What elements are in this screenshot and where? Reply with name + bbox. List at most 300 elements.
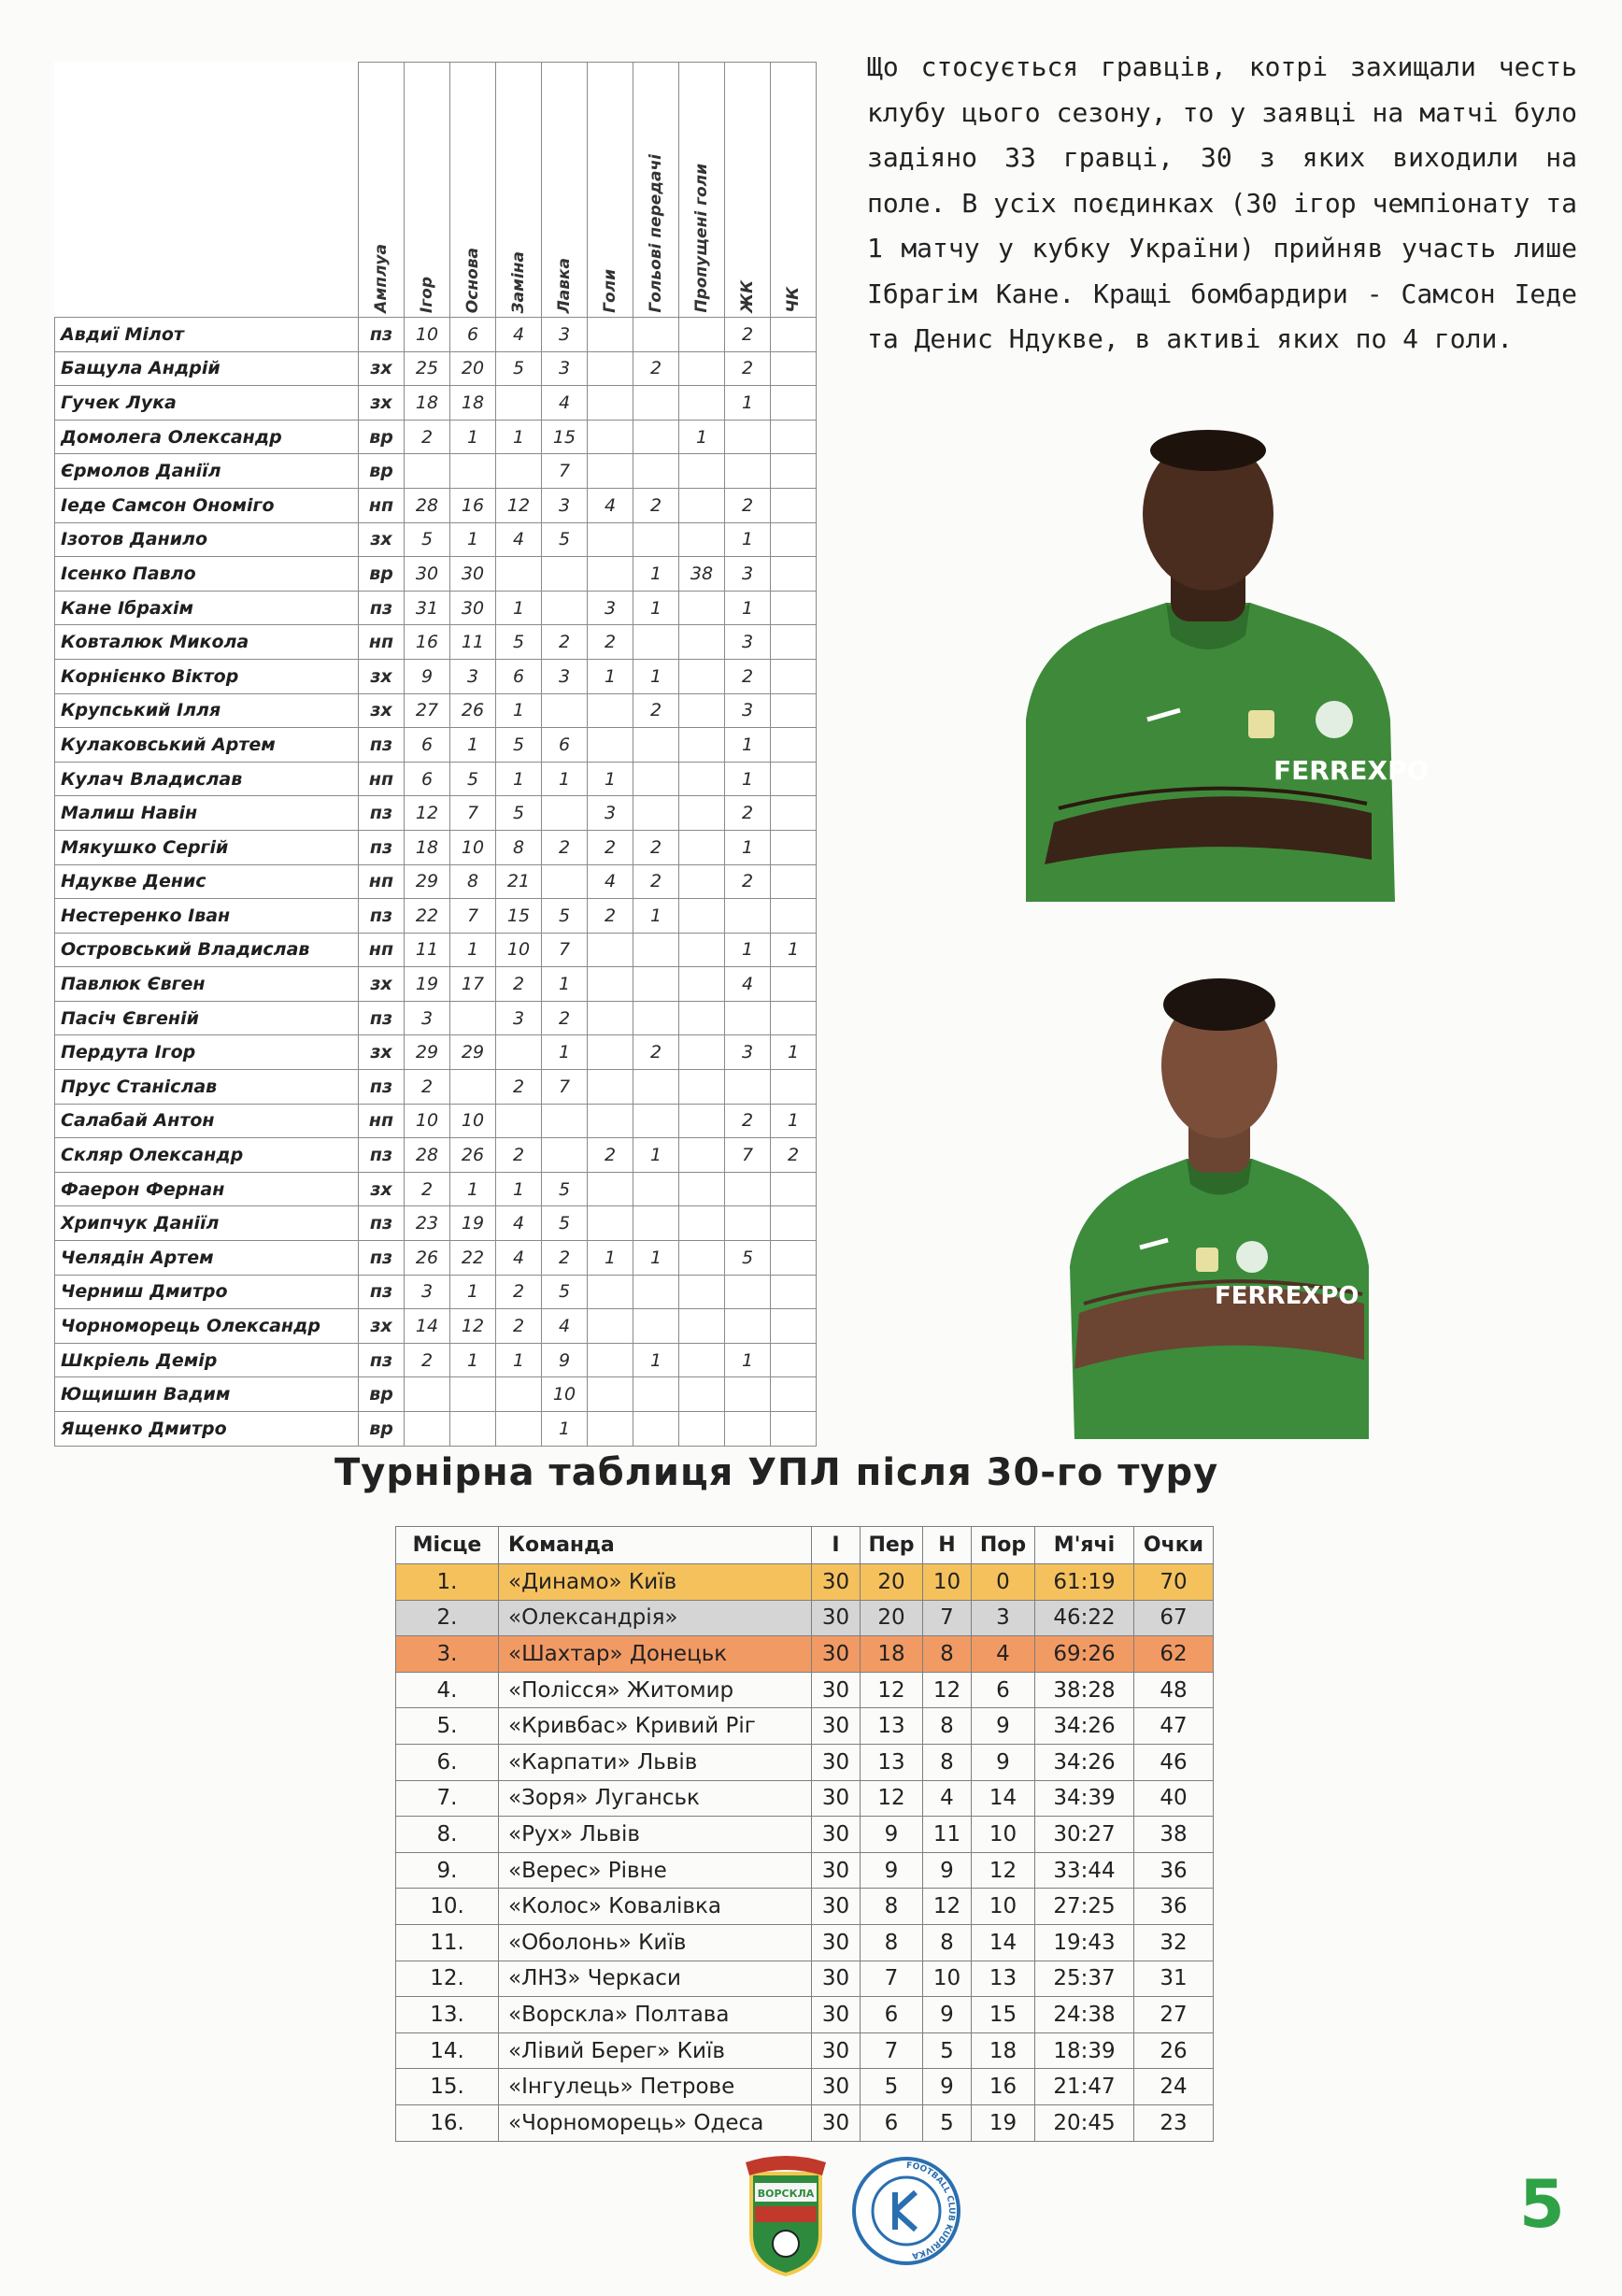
standings-cell: 12 bbox=[923, 1672, 972, 1708]
stat-cell bbox=[679, 762, 725, 796]
stat-cell bbox=[771, 386, 817, 421]
stat-cell bbox=[496, 557, 542, 592]
standings-cell: 13. bbox=[396, 1997, 499, 2033]
col-label: ЧК bbox=[784, 287, 803, 313]
stat-cell bbox=[679, 864, 725, 899]
stats-corner-cell bbox=[55, 63, 359, 318]
player-role: пз bbox=[359, 1070, 405, 1105]
stat-cell bbox=[588, 1206, 633, 1241]
stat-cell bbox=[679, 1377, 725, 1412]
player-role: зх bbox=[359, 1035, 405, 1070]
stat-cell: 7 bbox=[450, 796, 496, 831]
stat-cell bbox=[542, 864, 588, 899]
player-photo-1 bbox=[1017, 439, 1430, 902]
stat-cell: 2 bbox=[771, 1138, 817, 1173]
standings-cell: 27 bbox=[1134, 1997, 1214, 2033]
player-name: Іеде Самсон Ономіго bbox=[55, 488, 359, 522]
stat-cell: 2 bbox=[588, 899, 633, 934]
player-role: нп bbox=[359, 933, 405, 967]
standings-cell: 1. bbox=[396, 1564, 499, 1601]
stat-cell: 4 bbox=[542, 386, 588, 421]
standings-row bbox=[396, 1636, 1214, 1673]
standings-cell: 20 bbox=[861, 1600, 923, 1636]
player-role: пз bbox=[359, 1241, 405, 1276]
stat-cell bbox=[679, 1138, 725, 1173]
player-role: пз bbox=[359, 1343, 405, 1377]
player-photo-2 bbox=[1065, 986, 1373, 1439]
standings-cell: 30 bbox=[812, 1817, 861, 1853]
player-name: Хрипчук Даніїл bbox=[55, 1206, 359, 1241]
stat-cell: 16 bbox=[450, 488, 496, 522]
player-role: вр bbox=[359, 420, 405, 454]
player-name: Єрмолов Даніїл bbox=[55, 454, 359, 489]
player-name: Корнієнко Віктор bbox=[55, 659, 359, 693]
stat-cell: 1 bbox=[542, 1035, 588, 1070]
stat-cell bbox=[633, 625, 679, 660]
stat-cell: 15 bbox=[496, 899, 542, 934]
stat-cell bbox=[588, 351, 633, 386]
standings-cell: 8 bbox=[861, 1889, 923, 1925]
stat-cell bbox=[588, 557, 633, 592]
stat-cell: 1 bbox=[496, 693, 542, 728]
standings-cell: 10 bbox=[972, 1817, 1035, 1853]
standings-header-row bbox=[396, 1527, 1214, 1564]
team-name: «Полісся» Житомир bbox=[499, 1672, 812, 1708]
player-name: Бащула Андрій bbox=[55, 351, 359, 386]
stat-cell: 4 bbox=[496, 1241, 542, 1276]
stat-cell: 22 bbox=[450, 1241, 496, 1276]
stat-cell: 26 bbox=[405, 1241, 450, 1276]
stat-cell: 1 bbox=[725, 830, 771, 864]
standings-cell: 11 bbox=[923, 1817, 972, 1853]
stat-cell: 16 bbox=[405, 625, 450, 660]
stat-cell bbox=[588, 1172, 633, 1206]
stat-cell: 19 bbox=[405, 967, 450, 1002]
stat-cell: 1 bbox=[633, 1241, 679, 1276]
player-role: нп bbox=[359, 864, 405, 899]
stat-cell: 1 bbox=[633, 591, 679, 625]
stat-cell bbox=[725, 1206, 771, 1241]
stat-cell: 10 bbox=[542, 1377, 588, 1412]
player-row bbox=[55, 830, 817, 864]
stat-cell bbox=[771, 1172, 817, 1206]
player-role: зх bbox=[359, 1309, 405, 1344]
stat-cell: 12 bbox=[450, 1309, 496, 1344]
stat-cell: 2 bbox=[496, 1138, 542, 1173]
stat-cell: 1 bbox=[725, 522, 771, 557]
stat-cell bbox=[679, 796, 725, 831]
stat-cell bbox=[405, 1377, 450, 1412]
standings-cell: 26 bbox=[1134, 2032, 1214, 2069]
player-role: зх bbox=[359, 351, 405, 386]
standings-cell: 27:25 bbox=[1035, 1889, 1134, 1925]
standings-row bbox=[396, 1924, 1214, 1961]
stat-cell bbox=[633, 1001, 679, 1035]
stat-cell bbox=[679, 488, 725, 522]
player-row bbox=[55, 1275, 817, 1309]
stat-cell: 1 bbox=[588, 659, 633, 693]
standings-cell: 8. bbox=[396, 1817, 499, 1853]
stat-cell: 10 bbox=[450, 830, 496, 864]
standings-cell: 9 bbox=[972, 1708, 1035, 1745]
standings-cell: 33:44 bbox=[1035, 1852, 1134, 1889]
stat-cell: 1 bbox=[679, 420, 725, 454]
stat-cell: 1 bbox=[588, 762, 633, 796]
stat-cell bbox=[633, 1309, 679, 1344]
standings-cell: 30 bbox=[812, 1564, 861, 1601]
standings-cell: 12 bbox=[923, 1889, 972, 1925]
stat-cell bbox=[633, 522, 679, 557]
standings-body bbox=[396, 1564, 1214, 2142]
col-label: ЖК bbox=[738, 280, 757, 313]
standings-cell: 9 bbox=[923, 1997, 972, 2033]
stat-cell: 12 bbox=[405, 796, 450, 831]
season-summary-paragraph: Що стосується гравців, котрі захищали честь клубу цього сезону, то у заявці на матчі було задіяно 33 гравці, 30 з яких виходили на поле. В усіх поєдинках (30 ігор чемпіонату та 1 матчу у кубку України) прийняв участь лише Ібрагім Кане. Кращі бомбардири - Самсон Іеде та Денис Ндукве, в активі яких по 4 голи. bbox=[867, 51, 1577, 354]
stat-cell bbox=[725, 1309, 771, 1344]
stat-cell bbox=[588, 967, 633, 1002]
stat-cell: 29 bbox=[450, 1035, 496, 1070]
stat-cell: 10 bbox=[450, 1104, 496, 1138]
player-name: Черниш Дмитро bbox=[55, 1275, 359, 1309]
standings-cell: 46 bbox=[1134, 1744, 1214, 1780]
stat-cell bbox=[588, 933, 633, 967]
standings-cell: 9. bbox=[396, 1852, 499, 1889]
stat-cell bbox=[771, 1241, 817, 1276]
col-header-bench bbox=[542, 63, 588, 318]
standings-cell: 30:27 bbox=[1035, 1817, 1134, 1853]
standings-row bbox=[396, 1817, 1214, 1853]
stat-cell: 2 bbox=[633, 488, 679, 522]
player-name: Авдиї Мілот bbox=[55, 318, 359, 352]
stat-cell: 2 bbox=[542, 830, 588, 864]
col-label: Ігор bbox=[418, 276, 436, 313]
player-row bbox=[55, 318, 817, 352]
player-row bbox=[55, 1001, 817, 1035]
stat-cell: 9 bbox=[542, 1343, 588, 1377]
standings-cell: 0 bbox=[972, 1564, 1035, 1601]
stat-cell bbox=[679, 1104, 725, 1138]
stat-cell bbox=[450, 1377, 496, 1412]
stat-cell bbox=[633, 318, 679, 352]
stat-cell bbox=[633, 1172, 679, 1206]
standings-cell: 7 bbox=[923, 1600, 972, 1636]
stat-cell: 3 bbox=[542, 488, 588, 522]
player-name: Ющишин Вадим bbox=[55, 1377, 359, 1412]
stat-cell: 28 bbox=[405, 488, 450, 522]
stat-cell: 2 bbox=[496, 967, 542, 1002]
col-header-team: Команда bbox=[499, 1527, 812, 1564]
col-header-draws: Н bbox=[923, 1527, 972, 1564]
stat-cell bbox=[679, 830, 725, 864]
col-header-losses: Пор bbox=[972, 1527, 1035, 1564]
standings-cell: 7 bbox=[861, 1961, 923, 1997]
stat-cell: 5 bbox=[496, 796, 542, 831]
stat-cell: 23 bbox=[405, 1206, 450, 1241]
standings-cell: 38:28 bbox=[1035, 1672, 1134, 1708]
stat-cell: 1 bbox=[450, 1275, 496, 1309]
stat-cell: 3 bbox=[725, 1035, 771, 1070]
standings-cell: 16. bbox=[396, 2104, 499, 2141]
team-name: «Рух» Львів bbox=[499, 1817, 812, 1853]
stat-cell: 2 bbox=[405, 420, 450, 454]
stat-cell: 1 bbox=[725, 762, 771, 796]
stat-cell bbox=[405, 454, 450, 489]
stat-cell: 2 bbox=[725, 351, 771, 386]
stat-cell: 2 bbox=[633, 693, 679, 728]
stat-cell: 5 bbox=[405, 522, 450, 557]
stat-cell: 1 bbox=[633, 557, 679, 592]
stat-cell bbox=[771, 318, 817, 352]
player-row bbox=[55, 591, 817, 625]
stat-cell: 1 bbox=[450, 1172, 496, 1206]
standings-cell: 9 bbox=[861, 1817, 923, 1853]
player-name: Ященко Дмитро bbox=[55, 1412, 359, 1447]
stat-cell: 1 bbox=[496, 1172, 542, 1206]
player-name: Островський Владислав bbox=[55, 933, 359, 967]
player-row bbox=[55, 454, 817, 489]
standings-cell: 10 bbox=[923, 1961, 972, 1997]
standings-cell: 15. bbox=[396, 2069, 499, 2105]
player-row bbox=[55, 1138, 817, 1173]
standings-cell: 67 bbox=[1134, 1600, 1214, 1636]
standings-cell: 70 bbox=[1134, 1564, 1214, 1601]
standings-cell: 15 bbox=[972, 1997, 1035, 2033]
stat-cell: 31 bbox=[405, 591, 450, 625]
stat-cell bbox=[633, 728, 679, 763]
standings-cell: 10 bbox=[923, 1564, 972, 1601]
standings-cell: 10 bbox=[972, 1889, 1035, 1925]
stat-cell: 28 bbox=[405, 1138, 450, 1173]
stat-cell bbox=[679, 1035, 725, 1070]
player-row bbox=[55, 351, 817, 386]
stat-cell: 5 bbox=[496, 728, 542, 763]
stat-cell bbox=[633, 1275, 679, 1309]
stat-cell: 5 bbox=[542, 1275, 588, 1309]
sponsor-text-1: FERREXPO bbox=[1273, 755, 1430, 786]
stat-cell: 12 bbox=[496, 488, 542, 522]
standings-cell: 16 bbox=[972, 2069, 1035, 2105]
player-role: вр bbox=[359, 1377, 405, 1412]
stat-cell bbox=[679, 967, 725, 1002]
stat-cell: 1 bbox=[725, 728, 771, 763]
stat-cell: 3 bbox=[588, 591, 633, 625]
stat-cell: 2 bbox=[588, 830, 633, 864]
col-label: Заміна bbox=[509, 250, 528, 313]
player-role: нп bbox=[359, 1104, 405, 1138]
player-role: зх bbox=[359, 967, 405, 1002]
player-row bbox=[55, 522, 817, 557]
stat-cell: 30 bbox=[450, 557, 496, 592]
stat-cell bbox=[542, 796, 588, 831]
stat-cell: 29 bbox=[405, 864, 450, 899]
standings-cell: 12 bbox=[861, 1672, 923, 1708]
standings-cell: 30 bbox=[812, 2032, 861, 2069]
standings-cell: 30 bbox=[812, 1780, 861, 1817]
stat-cell: 21 bbox=[496, 864, 542, 899]
stat-cell bbox=[679, 1309, 725, 1344]
stat-cell: 15 bbox=[542, 420, 588, 454]
standings-row bbox=[396, 2032, 1214, 2069]
stat-cell bbox=[633, 420, 679, 454]
player-role: пз bbox=[359, 899, 405, 934]
stat-cell bbox=[725, 1070, 771, 1105]
stat-cell: 4 bbox=[542, 1309, 588, 1344]
standings-cell: 8 bbox=[923, 1744, 972, 1780]
vorskla-logo-text: ВОРСКЛА bbox=[757, 2188, 815, 2200]
kudrivka-logo bbox=[850, 2155, 962, 2267]
standings-cell: 30 bbox=[812, 1744, 861, 1780]
stat-cell: 7 bbox=[725, 1138, 771, 1173]
stat-cell: 5 bbox=[496, 351, 542, 386]
stat-cell bbox=[679, 351, 725, 386]
standings-cell: 34:26 bbox=[1035, 1744, 1134, 1780]
stat-cell bbox=[725, 1172, 771, 1206]
stat-cell: 2 bbox=[725, 1104, 771, 1138]
stat-cell: 2 bbox=[496, 1275, 542, 1309]
standings-cell: 12 bbox=[861, 1780, 923, 1817]
stat-cell: 6 bbox=[405, 728, 450, 763]
stat-cell: 18 bbox=[405, 386, 450, 421]
player-row bbox=[55, 420, 817, 454]
stat-cell bbox=[771, 967, 817, 1002]
stat-cell bbox=[771, 762, 817, 796]
stat-cell bbox=[633, 454, 679, 489]
stat-cell: 1 bbox=[450, 728, 496, 763]
stat-cell: 8 bbox=[496, 830, 542, 864]
stat-cell: 1 bbox=[725, 591, 771, 625]
standings-cell: 14 bbox=[972, 1924, 1035, 1961]
stat-cell: 11 bbox=[450, 625, 496, 660]
col-header-assists bbox=[633, 63, 679, 318]
standings-row bbox=[396, 1600, 1214, 1636]
player-name: Домолега Олександр bbox=[55, 420, 359, 454]
stat-cell: 7 bbox=[542, 1070, 588, 1105]
stat-cell bbox=[588, 454, 633, 489]
stat-cell: 19 bbox=[450, 1206, 496, 1241]
stat-cell: 5 bbox=[542, 899, 588, 934]
standings-cell: 7 bbox=[861, 2032, 923, 2069]
stat-cell bbox=[542, 591, 588, 625]
stat-cell bbox=[679, 591, 725, 625]
stat-cell bbox=[633, 1377, 679, 1412]
standings-cell: 69:26 bbox=[1035, 1636, 1134, 1673]
player-name: Ковталюк Микола bbox=[55, 625, 359, 660]
standings-table bbox=[395, 1526, 1214, 2142]
stat-cell bbox=[771, 522, 817, 557]
stat-cell bbox=[725, 1412, 771, 1447]
player-name: Мякушко Сергій bbox=[55, 830, 359, 864]
player-row bbox=[55, 1377, 817, 1412]
standings-cell: 2. bbox=[396, 1600, 499, 1636]
standings-cell: 36 bbox=[1134, 1889, 1214, 1925]
stat-cell: 26 bbox=[450, 693, 496, 728]
stat-cell bbox=[771, 351, 817, 386]
stat-cell: 10 bbox=[405, 1104, 450, 1138]
standings-cell: 4 bbox=[972, 1636, 1035, 1673]
stat-cell: 2 bbox=[405, 1070, 450, 1105]
stat-cell: 26 bbox=[450, 1138, 496, 1173]
stat-cell: 3 bbox=[450, 659, 496, 693]
stat-cell: 4 bbox=[496, 1206, 542, 1241]
col-label: Пропущені голи bbox=[692, 164, 711, 313]
stat-cell bbox=[588, 1343, 633, 1377]
stat-cell bbox=[679, 659, 725, 693]
standings-cell: 12 bbox=[972, 1852, 1035, 1889]
stat-cell: 1 bbox=[633, 899, 679, 934]
player-row bbox=[55, 933, 817, 967]
standings-cell: 13 bbox=[861, 1744, 923, 1780]
standings-cell: 6. bbox=[396, 1744, 499, 1780]
team-name: «Динамо» Київ bbox=[499, 1564, 812, 1601]
stat-cell bbox=[542, 557, 588, 592]
standings-cell: 14. bbox=[396, 2032, 499, 2069]
stat-cell bbox=[588, 1412, 633, 1447]
player-name: Ісенко Павло bbox=[55, 557, 359, 592]
stat-cell bbox=[679, 1343, 725, 1377]
standings-cell: 5. bbox=[396, 1708, 499, 1745]
player-role: зх bbox=[359, 1172, 405, 1206]
standings-cell: 48 bbox=[1134, 1672, 1214, 1708]
stat-cell: 2 bbox=[633, 351, 679, 386]
standings-cell: 7. bbox=[396, 1780, 499, 1817]
stat-cell: 3 bbox=[496, 1001, 542, 1035]
player-name: Кулач Владислав bbox=[55, 762, 359, 796]
stat-cell bbox=[633, 967, 679, 1002]
stat-cell: 4 bbox=[588, 488, 633, 522]
stat-cell: 9 bbox=[405, 659, 450, 693]
stat-cell bbox=[771, 1001, 817, 1035]
stat-cell: 1 bbox=[725, 933, 771, 967]
stat-cell bbox=[725, 454, 771, 489]
stat-cell: 2 bbox=[496, 1309, 542, 1344]
standings-cell: 6 bbox=[861, 1997, 923, 2033]
stat-cell: 2 bbox=[633, 864, 679, 899]
standings-title: Турнірна таблиця УПЛ після 30-го туру bbox=[334, 1451, 1219, 1494]
stat-cell: 5 bbox=[542, 522, 588, 557]
stat-cell: 20 bbox=[450, 351, 496, 386]
standings-cell: 20 bbox=[861, 1564, 923, 1601]
stat-cell: 7 bbox=[450, 899, 496, 934]
stat-cell bbox=[771, 864, 817, 899]
standings-row bbox=[396, 1889, 1214, 1925]
standings-cell: 30 bbox=[812, 1852, 861, 1889]
stat-cell bbox=[771, 591, 817, 625]
col-header-subs bbox=[496, 63, 542, 318]
stat-cell bbox=[679, 693, 725, 728]
stat-cell bbox=[405, 1412, 450, 1447]
stat-cell bbox=[588, 728, 633, 763]
stat-cell: 1 bbox=[633, 1138, 679, 1173]
stat-cell: 4 bbox=[588, 864, 633, 899]
stat-cell bbox=[725, 1377, 771, 1412]
stat-cell: 1 bbox=[771, 933, 817, 967]
standings-cell: 30 bbox=[812, 1600, 861, 1636]
team-name: «Зоря» Луганськ bbox=[499, 1780, 812, 1817]
standings-cell: 11. bbox=[396, 1924, 499, 1961]
stat-cell bbox=[771, 659, 817, 693]
standings-cell: 25:37 bbox=[1035, 1961, 1134, 1997]
stat-cell bbox=[542, 1104, 588, 1138]
standings-cell: 30 bbox=[812, 1997, 861, 2033]
stat-cell: 4 bbox=[725, 967, 771, 1002]
player-row bbox=[55, 899, 817, 934]
stat-cell: 3 bbox=[405, 1275, 450, 1309]
player-name: Фаерон Фернан bbox=[55, 1172, 359, 1206]
player-name: Пасіч Євгеній bbox=[55, 1001, 359, 1035]
stat-cell bbox=[633, 762, 679, 796]
stat-cell: 2 bbox=[725, 318, 771, 352]
stat-cell bbox=[679, 1412, 725, 1447]
